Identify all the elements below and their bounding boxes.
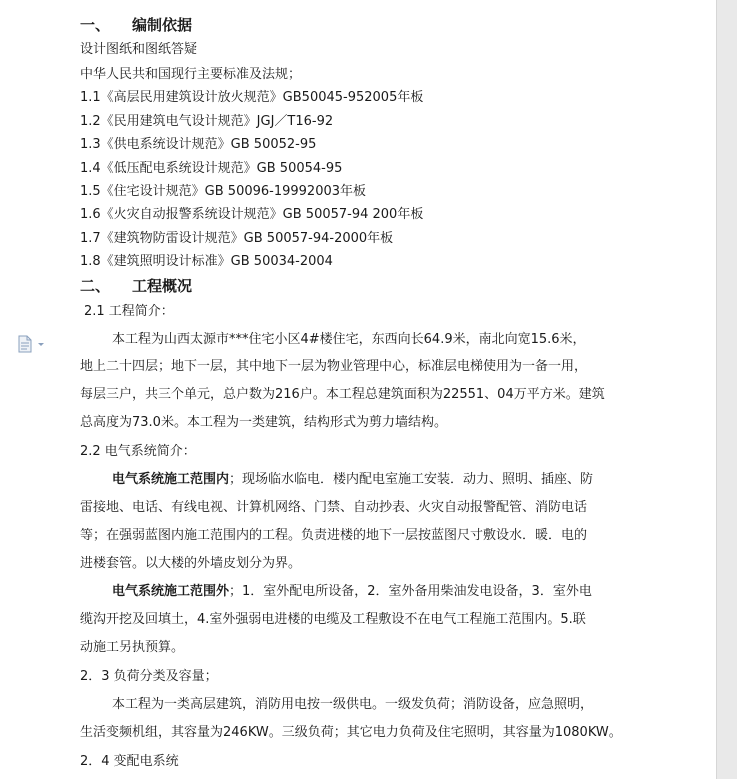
- standard-item: 1.7《建筑物防雷设计规范》GB 50057-94-2000年板: [80, 231, 394, 246]
- subsection-2-4-heading: 2．4 变配电系统: [80, 754, 179, 769]
- standard-item: 1.8《建筑照明设计标准》GB 50034-2004: [80, 254, 333, 269]
- section-2-number: 二、: [80, 277, 111, 295]
- section-1-number: 一、: [80, 16, 111, 34]
- standard-item: 1.4《低压配电系统设计规范》GB 50054-95: [80, 161, 343, 176]
- paragraph-line: 生活变频机组，其容量为246KW。三级负荷；其它电力负荷及住宅照明，其容量为1080KW。: [80, 725, 622, 740]
- scope-outside-text: ；1．室外配电所设备，2．室外备用柴油发电设备，3．室外电: [229, 584, 592, 599]
- document-icon[interactable]: [16, 335, 46, 353]
- paragraph-line: 动施工另执预算。: [80, 640, 185, 655]
- paragraph-line: 雷接地、电话、有线电视、计算机网络、门禁、自动抄表、火灾自动报警配管、消防电话: [80, 500, 588, 515]
- standard-item: 1.6《火灾自动报警系统设计规范》GB 50057-94 200年板: [80, 207, 424, 222]
- standard-item: 1.2《民用建筑电气设计规范》JGJ／T16-92: [80, 114, 334, 129]
- basis-line: 中华人民共和国现行主要标准及法规；: [80, 67, 302, 82]
- basis-line: 设计图纸和图纸答疑: [80, 42, 198, 57]
- section-2-heading: [80, 277, 192, 295]
- paragraph-line: [112, 583, 592, 601]
- subsection-2-3-heading: 2．3 负荷分类及容量；: [80, 669, 218, 684]
- section-2-title: 工程概况: [132, 277, 193, 295]
- section-1-heading: [80, 16, 192, 34]
- standard-item: 1.3《供电系统设计规范》GB 50052-95: [80, 137, 317, 152]
- paragraph-line: 缆沟开挖及回填土，4.室外强弱电进楼的电缆及工程敷设不在电气工程施工范围内。5.联: [80, 612, 586, 627]
- scope-inside-label: 电气系统施工范围内: [112, 472, 230, 487]
- standard-item: 1.1《高层民用建筑设计放火规范》GB50045-952005年板: [80, 90, 424, 105]
- scope-outside-label: 电气系统施工范围外: [112, 584, 230, 599]
- vertical-scrollbar[interactable]: [716, 0, 737, 779]
- paragraph-line: 等；在强弱蓝图内施工范围内的工程。负责进楼的地下一层按蓝图尺寸敷设水．暖．电的: [80, 528, 588, 543]
- scrollbar-thumb[interactable]: [720, 4, 733, 124]
- document-icon-graphic: [16, 335, 46, 353]
- paragraph-line: 每层三户，共三个单元，总户数为216户。本工程总建筑面积为22551、04万平方米。建筑: [80, 387, 605, 402]
- paragraph-line: [112, 471, 593, 489]
- scope-inside-text: ；现场临水临电．楼内配电室施工安装．动力、照明、插座、防: [229, 472, 594, 487]
- subsection-2-2-heading: 2.2 电气系统简介：: [80, 444, 196, 459]
- section-1-title: 编制依据: [132, 16, 193, 34]
- paragraph-line: 进楼套管。以大楼的外墙皮划分为界。: [80, 556, 302, 571]
- subsection-2-1-heading: 2.1 工程简介：: [84, 304, 174, 319]
- paragraph-line: 地上二十四层；地下一层，其中地下一层为物业管理中心，标准层电梯使用为一备一用，: [80, 359, 588, 374]
- paragraph-line: 本工程为山西太源市***住宅小区4#楼住宅，东西向长64.9米，南北向宽15.6米，: [112, 332, 586, 347]
- paragraph-line: 本工程为一类高层建筑，消防用电按一级供电。一级发负荷；消防设备，应急照明，: [112, 697, 594, 712]
- standard-item: 1.5《住宅设计规范》GB 50096-19992003年板: [80, 184, 367, 199]
- paragraph-line: 总高度为73.0米。本工程为一类建筑，结构形式为剪力墙结构。: [80, 415, 447, 430]
